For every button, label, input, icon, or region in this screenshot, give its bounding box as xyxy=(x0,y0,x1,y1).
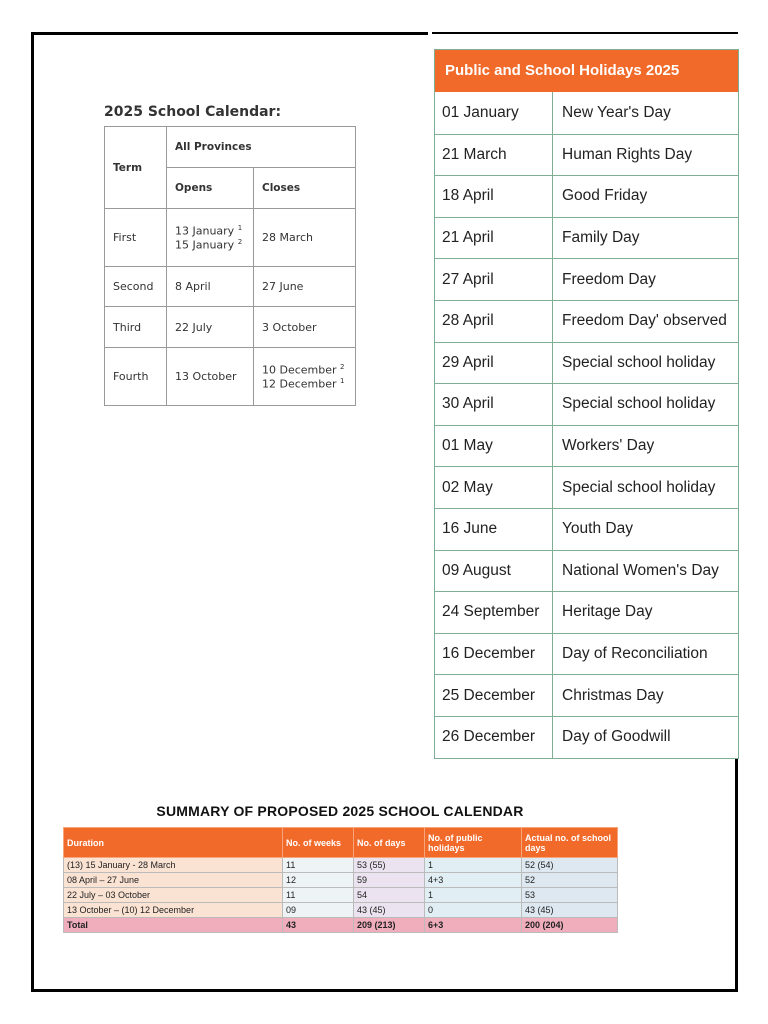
summary-cell: Total xyxy=(64,918,283,933)
summary-cell: 53 xyxy=(522,888,618,903)
holiday-name: National Women's Day xyxy=(562,561,719,579)
term-cell: Fourth xyxy=(105,348,167,406)
summary-cell: 43 (45) xyxy=(522,903,618,918)
opens-cell: 8 April xyxy=(167,267,254,307)
holiday-date: 21 April xyxy=(435,218,553,259)
frame-top-right-border xyxy=(432,32,738,34)
term-cell: First xyxy=(105,209,167,267)
holiday-date: 25 December xyxy=(435,675,553,716)
table-row xyxy=(435,508,738,550)
summary-cell: 09 xyxy=(283,903,354,918)
table-row xyxy=(435,134,738,176)
holidays-title: Public and School Holidays 2025 xyxy=(435,50,738,92)
holiday-date: 28 April xyxy=(435,301,553,342)
holiday-date: 29 April xyxy=(435,343,553,384)
holiday-name: New Year's Day xyxy=(562,103,671,121)
table-row xyxy=(435,383,738,425)
opens-cell: 13 October xyxy=(167,348,254,406)
table-row xyxy=(435,92,738,134)
holiday-date: 30 April xyxy=(435,384,553,425)
table-row xyxy=(435,550,738,592)
table-row xyxy=(435,300,738,342)
summary-cell: 08 April – 27 June xyxy=(64,873,283,888)
holiday-date: 01 January xyxy=(435,92,553,134)
summary-cell: 54 xyxy=(354,888,425,903)
weeks-header: No. of weeks xyxy=(283,828,354,858)
holiday-date: 24 September xyxy=(435,592,553,633)
summary-table xyxy=(63,827,618,933)
holiday-date: 21 March xyxy=(435,135,553,176)
table-row xyxy=(435,175,738,217)
holiday-name: Special school holiday xyxy=(562,353,716,371)
summary-cell: 22 July – 03 October xyxy=(64,888,283,903)
holiday-date: 01 May xyxy=(435,426,553,467)
term-header: Term xyxy=(105,127,167,209)
summary-cell: 1 xyxy=(425,888,522,903)
table-row xyxy=(105,267,356,307)
summary-cell: 52 xyxy=(522,873,618,888)
closes-cell: 10 December $^2$ 12 December $^1$ xyxy=(254,348,356,406)
summary-cell: 12 xyxy=(283,873,354,888)
table-row xyxy=(64,873,618,888)
opens-cell: 22 July xyxy=(167,307,254,348)
holiday-name: Human Rights Day xyxy=(562,145,693,163)
summary-cell: 4+3 xyxy=(425,873,522,888)
holiday-name: Workers' Day xyxy=(562,437,655,455)
holiday-name: Family Day xyxy=(562,229,640,247)
closes-cell: 3 October xyxy=(254,307,356,348)
holiday-date: 09 August xyxy=(435,551,553,592)
closes-cell: 28 March xyxy=(254,209,356,267)
holidays-table xyxy=(434,49,739,759)
holiday-name: Day of Reconciliation xyxy=(562,645,708,663)
school-days-header: Actual no. of school days xyxy=(522,828,618,858)
opens-header: Opens xyxy=(167,168,254,209)
public-holidays-header: No. of public holidays xyxy=(425,828,522,858)
table-row xyxy=(435,258,738,300)
table-row xyxy=(435,716,738,758)
holiday-date: 16 June xyxy=(435,509,553,550)
closes-header: Closes xyxy=(254,168,356,209)
summary-cell: 13 October – (10) 12 December xyxy=(64,903,283,918)
total-row xyxy=(64,918,618,933)
table-row xyxy=(435,674,738,716)
table-row xyxy=(435,466,738,508)
table-row xyxy=(105,307,356,348)
summary-cell: 0 xyxy=(425,903,522,918)
days-header: No. of days xyxy=(354,828,425,858)
summary-cell: 209 (213) xyxy=(354,918,425,933)
table-row xyxy=(64,903,618,918)
holiday-name: Special school holiday xyxy=(562,395,716,413)
frame-top-border xyxy=(31,32,428,35)
holiday-date: 18 April xyxy=(435,176,553,217)
table-row xyxy=(435,217,738,259)
summary-cell: 43 (45) xyxy=(354,903,425,918)
table-row xyxy=(435,633,738,675)
holiday-name: Heritage Day xyxy=(562,603,653,621)
school-calendar-title: 2025 School Calendar: xyxy=(104,104,282,120)
opens-cell: 13 January $^1$ 15 January $^2$ xyxy=(167,209,254,267)
summary-cell: (13) 15 January - 28 March xyxy=(64,858,283,873)
holiday-name: Christmas Day xyxy=(562,686,664,704)
frame-right-border xyxy=(735,758,738,992)
summary-cell: 43 xyxy=(283,918,354,933)
school-calendar-table xyxy=(104,126,356,406)
summary-cell: 53 (55) xyxy=(354,858,425,873)
summary-cell: 1 xyxy=(425,858,522,873)
summary-cell: 200 (204) xyxy=(522,918,618,933)
summary-cell: 52 (54) xyxy=(522,858,618,873)
term-cell: Third xyxy=(105,307,167,348)
duration-header: Duration xyxy=(64,828,283,858)
summary-cell: 59 xyxy=(354,873,425,888)
summary-cell: 11 xyxy=(283,888,354,903)
table-row xyxy=(435,425,738,467)
table-row xyxy=(105,348,356,406)
holiday-name: Day of Goodwill xyxy=(562,728,671,746)
holiday-name: Special school holiday xyxy=(562,478,716,496)
table-row xyxy=(435,342,738,384)
holiday-name: Youth Day xyxy=(562,520,633,538)
summary-cell: 11 xyxy=(283,858,354,873)
holiday-name: Freedom Day' observed xyxy=(562,312,727,330)
holiday-date: 02 May xyxy=(435,467,553,508)
table-row xyxy=(435,591,738,633)
all-provinces-header: All Provinces xyxy=(167,127,356,168)
holiday-name: Good Friday xyxy=(562,187,648,205)
frame-bottom-border xyxy=(31,989,738,992)
summary-title: SUMMARY OF PROPOSED 2025 SCHOOL CALENDAR xyxy=(156,803,524,819)
holiday-name: Freedom Day xyxy=(562,270,656,288)
holiday-date: 16 December xyxy=(435,634,553,675)
table-row xyxy=(64,858,618,873)
table-row xyxy=(64,888,618,903)
closes-cell: 27 June xyxy=(254,267,356,307)
frame-left-border xyxy=(31,32,34,992)
holiday-date: 26 December xyxy=(435,717,553,758)
term-cell: Second xyxy=(105,267,167,307)
summary-cell: 6+3 xyxy=(425,918,522,933)
table-row xyxy=(105,209,356,267)
holiday-date: 27 April xyxy=(435,259,553,300)
